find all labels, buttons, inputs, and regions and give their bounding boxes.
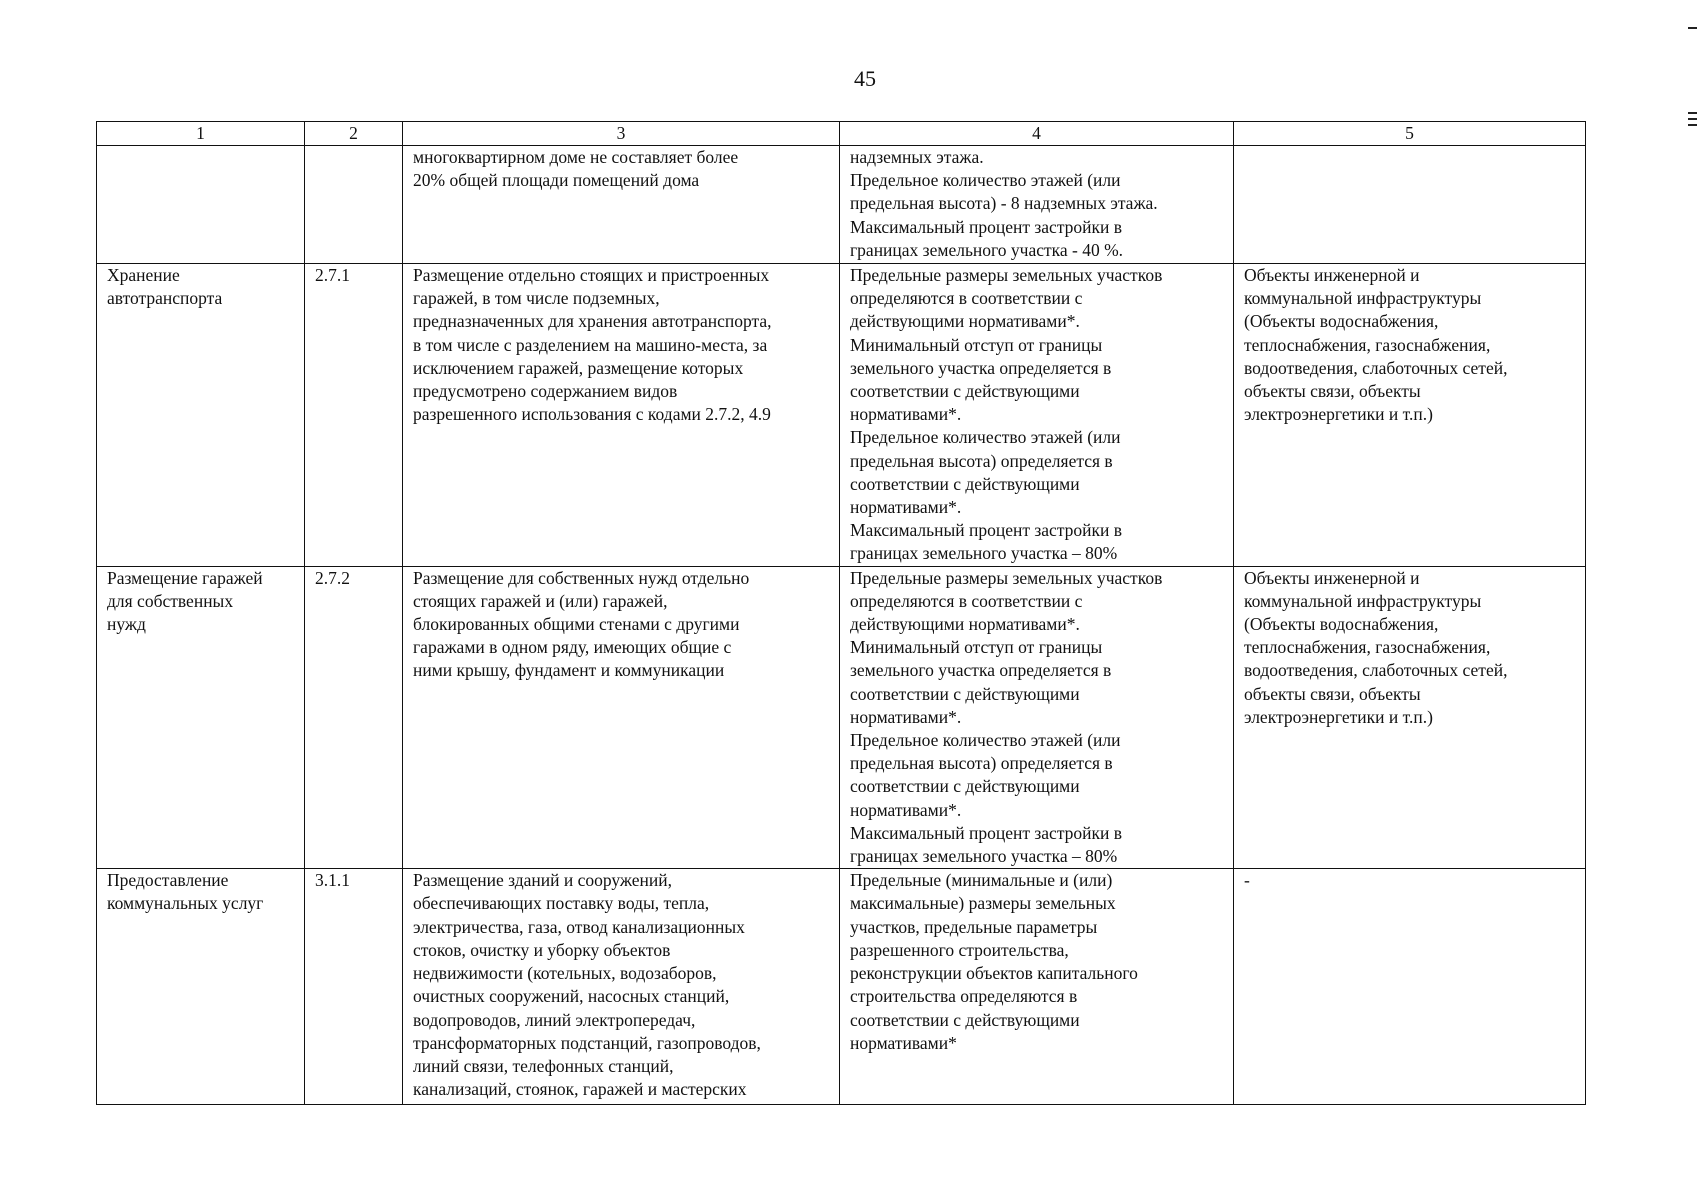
cell-text-line: 3.1.1 — [315, 870, 350, 891]
cell-text-line: Объекты инженерной и — [1244, 567, 1420, 588]
cell-text-line: Размещение отдельно стоящих и пристроенных — [413, 265, 770, 285]
cell-use-description — [403, 566, 840, 869]
regulations-table — [96, 121, 1586, 1105]
edge-mark — [1688, 118, 1697, 120]
cell-text-line: соответствии с действующими — [850, 683, 1080, 704]
cell-text-line: - — [1244, 870, 1250, 891]
cell-auxiliary-uses — [1234, 264, 1586, 567]
cell-use-name — [97, 869, 305, 1105]
cell-use-code — [305, 869, 403, 1105]
cell-text-line: в том числе с разделением на машино-места, за — [413, 334, 768, 355]
cell-text-line: очистных сооружений, насосных станций, — [413, 986, 730, 1007]
column-header-1: 1 — [97, 122, 305, 146]
cell-text-line: реконструкции объектов капитального — [850, 963, 1138, 984]
cell-parameters — [840, 566, 1234, 869]
cell-text-line: определяются в соответствии с — [850, 590, 1083, 611]
edge-mark — [1688, 112, 1697, 114]
cell-text-line: предельная высота) определяется в — [850, 450, 1113, 471]
cell-text-line: Хранение — [107, 265, 180, 285]
cell-text-line: стоков, очистку и уборку объектов — [413, 939, 671, 960]
cell-text-line: Предоставление — [107, 870, 229, 891]
page-number: 45 — [854, 66, 876, 91]
cell-text-line: теплоснабжения, газоснабжения, — [1244, 334, 1491, 355]
cell-text-line: Предельные (минимальные и (или) — [850, 870, 1113, 891]
cell-text-line: соответствии с действующими — [850, 776, 1080, 797]
cell-text-line: соответствии с действующими — [850, 381, 1080, 402]
cell-text-line: действующими нормативами*. — [850, 311, 1080, 332]
cell-text-line: предельная высота) - 8 надземных этажа. — [850, 193, 1158, 214]
cell-text-line: объекты связи, объекты — [1244, 683, 1421, 704]
cell-parameters — [840, 146, 1234, 264]
cell-use-description — [403, 869, 840, 1105]
cell-text-line: ними крышу, фундамент и коммуникации — [413, 660, 725, 681]
cell-text-line: Размещение для собственных нужд отдельно — [413, 567, 750, 588]
column-header-5: 5 — [1234, 122, 1586, 146]
cell-text-line: нормативами*. — [850, 404, 962, 425]
cell-text-line: максимальные) размеры земельных — [850, 893, 1116, 914]
cell-text-line: разрешенного использования с кодами 2.7.2, 4.9 — [413, 404, 771, 425]
cell-text-line: Предельные размеры земельных участков — [850, 265, 1163, 285]
column-header-2: 2 — [305, 122, 403, 146]
cell-text-line: электроэнергетики и т.п.) — [1244, 404, 1433, 425]
cell-auxiliary-uses — [1234, 869, 1586, 1105]
cell-text-line: стоящих гаражей и (или) гаражей, — [413, 590, 668, 611]
cell-text-line: Размещение гаражей — [107, 567, 263, 588]
cell-auxiliary-uses — [1234, 566, 1586, 869]
cell-text-line: многоквартирном доме не составляет более — [413, 147, 739, 167]
cell-text-line: Объекты инженерной и — [1244, 265, 1420, 285]
cell-text-line: для собственных — [107, 590, 234, 611]
cell-text-line: земельного участка определяется в — [850, 660, 1112, 681]
cell-text-line: надземных этажа. — [850, 147, 984, 167]
cell-text-line: гаражами в одном ряду, имеющих общие с — [413, 637, 732, 658]
cell-text-line: нормативами*. — [850, 497, 962, 518]
cell-text-line: нормативами*. — [850, 706, 962, 727]
cell-text-line: предельная высота) определяется в — [850, 753, 1113, 774]
cell-text-line: разрешенного строительства, — [850, 939, 1069, 960]
cell-text-line: соответствии с действующими — [850, 1009, 1080, 1030]
cell-text-line: Минимальный отступ от границы — [850, 334, 1103, 355]
cell-text-line: трансформаторных подстанций, газопроводов, — [413, 1032, 761, 1053]
cell-text-line: недвижимости (котельных, водозаборов, — [413, 963, 717, 984]
cell-text-line: нормативами* — [850, 1032, 957, 1053]
cell-text-line: Максимальный процент застройки в — [850, 216, 1123, 237]
cell-text-line: блокированных общими стенами с другими — [413, 614, 740, 635]
cell-text-line: электричества, газа, отвод канализационных — [413, 916, 745, 937]
cell-text-line: (Объекты водоснабжения, — [1244, 614, 1439, 635]
cell-text-line: 2.7.2 — [315, 567, 350, 588]
cell-text-line: Максимальный процент застройки в — [850, 822, 1123, 843]
cell-text-line: коммунальной инфраструктуры — [1244, 288, 1482, 309]
cell-text-line: земельного участка определяется в — [850, 357, 1112, 378]
table-row — [97, 146, 1586, 264]
cell-text-line: 20% общей площади помещений дома — [413, 170, 700, 191]
cell-auxiliary-uses — [1234, 146, 1586, 264]
cell-text-line: границах земельного участка – 80% — [850, 846, 1118, 867]
cell-text-line: автотранспорта — [107, 288, 223, 309]
cell-text-line: соответствии с действующими — [850, 473, 1080, 494]
cell-text-line: Минимальный отступ от границы — [850, 637, 1103, 658]
cell-text-line: границах земельного участка - 40 %. — [850, 239, 1124, 260]
table-row — [97, 264, 1586, 567]
cell-text-line: коммунальных услуг — [107, 893, 264, 914]
column-header-4: 4 — [840, 122, 1234, 146]
cell-text-line: линий связи, телефонных станций, — [413, 1055, 674, 1076]
table-row — [97, 869, 1586, 1105]
header-row — [97, 122, 1586, 146]
cell-text-line: гаражей, в том числе подземных, — [413, 288, 660, 309]
cell-text-line: объекты связи, объекты — [1244, 381, 1421, 402]
cell-text-line: обеспечивающих поставку воды, тепла, — [413, 893, 710, 914]
cell-use-name — [97, 264, 305, 567]
cell-use-description — [403, 264, 840, 567]
cell-text-line: предназначенных для хранения автотранспорта, — [413, 311, 772, 332]
cell-text-line: Предельное количество этажей (или — [850, 427, 1121, 448]
cell-use-name — [97, 146, 305, 264]
edge-mark — [1688, 124, 1697, 126]
cell-text-line: Максимальный процент застройки в — [850, 520, 1123, 541]
cell-text-line: коммунальной инфраструктуры — [1244, 590, 1482, 611]
cell-text-line: электроэнергетики и т.п.) — [1244, 706, 1433, 727]
cell-use-code — [305, 566, 403, 869]
cell-parameters — [840, 264, 1234, 567]
cell-text-line: действующими нормативами*. — [850, 614, 1080, 635]
cell-text-line: водоотведения, слаботочных сетей, — [1244, 660, 1508, 681]
cell-text-line: определяются в соответствии с — [850, 288, 1083, 309]
cell-text-line: Предельное количество этажей (или — [850, 730, 1121, 751]
cell-parameters — [840, 869, 1234, 1105]
cell-text-line: Размещение зданий и сооружений, — [413, 870, 673, 891]
table-body — [97, 146, 1586, 1105]
cell-use-code — [305, 146, 403, 264]
cell-text-line: нормативами*. — [850, 799, 962, 820]
cell-text-line: строительства определяются в — [850, 986, 1078, 1007]
cell-text-line: участков, предельные параметры — [850, 916, 1098, 937]
cell-text-line: Предельное количество этажей (или — [850, 170, 1121, 191]
cell-text-line: исключением гаражей, размещение которых — [413, 357, 744, 378]
cell-use-code — [305, 264, 403, 567]
edge-mark — [1688, 27, 1697, 29]
cell-text-line: (Объекты водоснабжения, — [1244, 311, 1439, 332]
cell-text-line: границах земельного участка – 80% — [850, 543, 1118, 564]
cell-text-line: 2.7.1 — [315, 265, 350, 285]
cell-use-description — [403, 146, 840, 264]
column-header-3: 3 — [403, 122, 840, 146]
cell-text-line: нужд — [107, 614, 146, 635]
cell-text-line: теплоснабжения, газоснабжения, — [1244, 637, 1491, 658]
cell-text-line: водопроводов, линий электропередач, — [413, 1009, 696, 1030]
cell-use-name — [97, 566, 305, 869]
cell-text-line: предусмотрено содержанием видов — [413, 381, 678, 402]
cell-text-line: водоотведения, слаботочных сетей, — [1244, 357, 1508, 378]
cell-text-line: Предельные размеры земельных участков — [850, 567, 1163, 588]
table-row — [97, 566, 1586, 869]
cell-text-line: канализаций, стоянок, гаражей и мастерских — [413, 1079, 747, 1100]
